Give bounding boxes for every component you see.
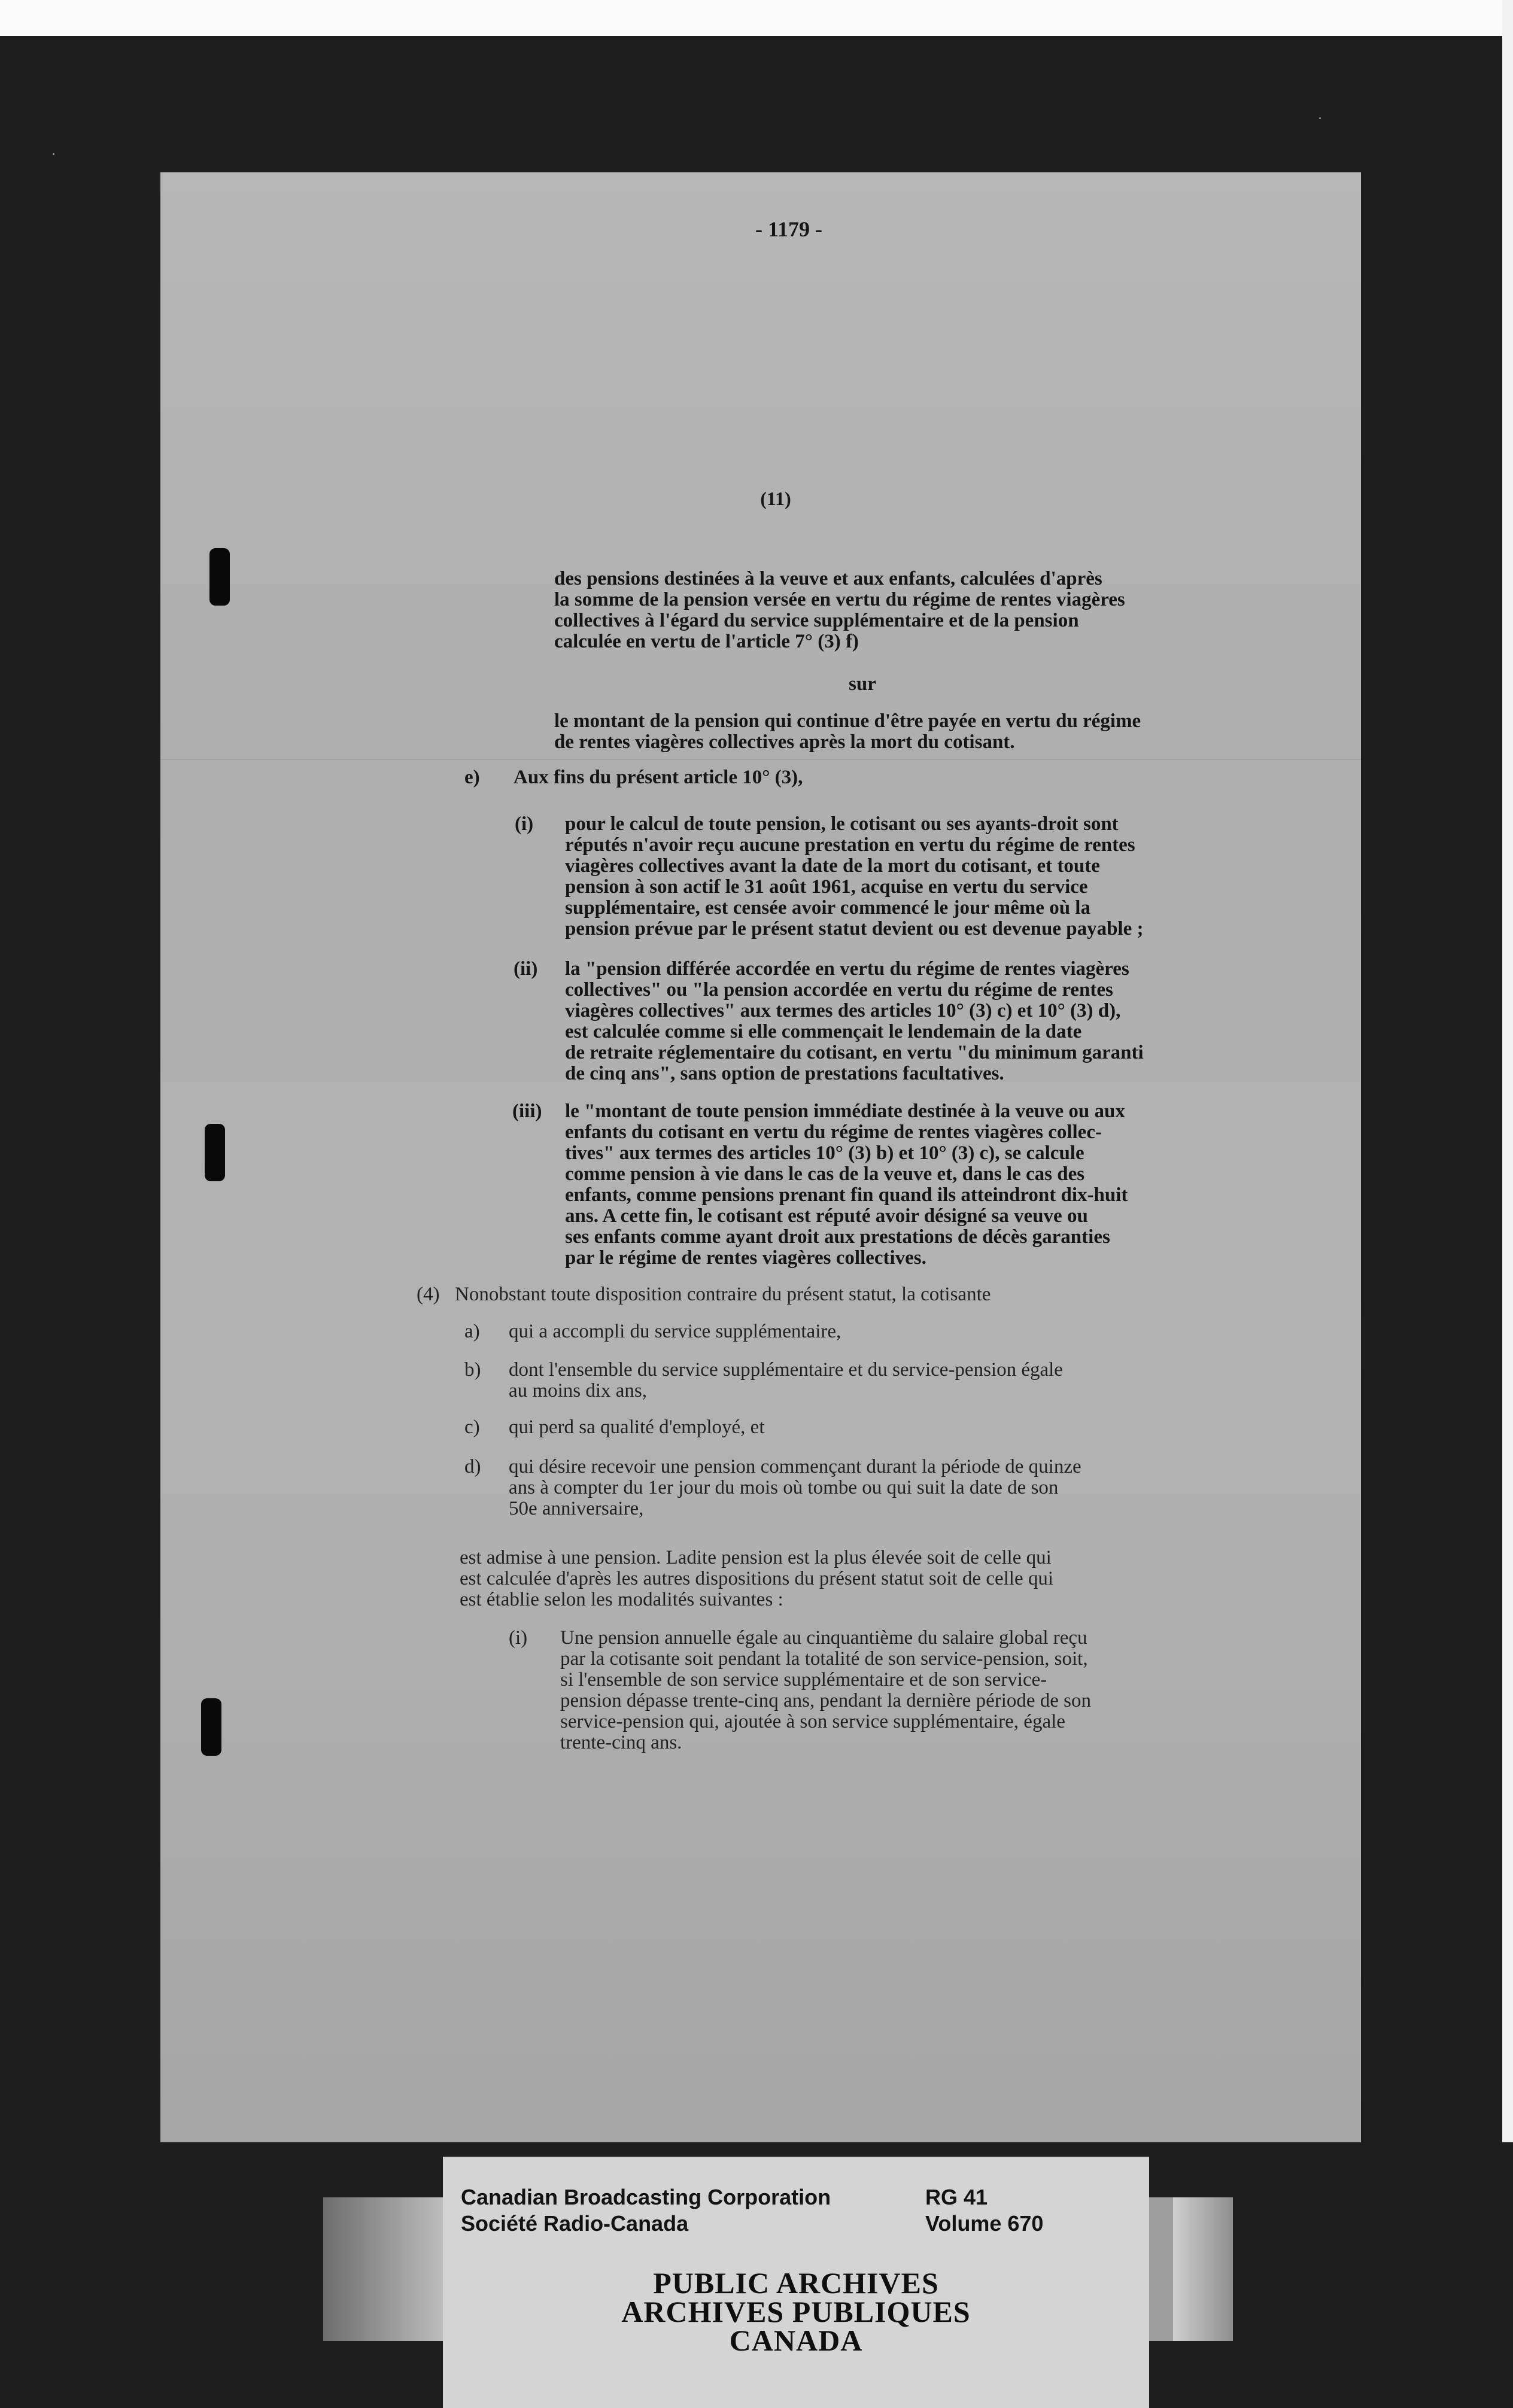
text-line: collectives à l'égard du service supplémentaire et de la pension: [554, 610, 1079, 631]
text-line: trente-cinq ans.: [560, 1732, 682, 1753]
archives-stamp-country: CANADA: [729, 2324, 863, 2357]
item-label: (iii): [512, 1100, 542, 1122]
page-number: - 1179 -: [755, 217, 822, 241]
text-line: est calculée d'après les autres dispositions du présent statut soit de celle qui: [460, 1568, 1054, 1589]
archive-label-card: [443, 2157, 1149, 2408]
text-line: collectives" ou "la pension accordée en vertu du régime de rentes: [565, 979, 1113, 1001]
paragraph-text: Aux fins du présent article 10° (3),: [514, 767, 803, 788]
text-line: 50e anniversaire,: [509, 1498, 644, 1519]
text-line: par le régime de rentes viagères collectives.: [565, 1247, 926, 1269]
text-line: la "pension différée accordée en vertu du régime de rentes viagères: [565, 958, 1129, 980]
item-label: (i): [509, 1627, 528, 1649]
scan-border-right: [1502, 0, 1513, 2408]
text-line: pension prévue par le présent statut devient ou est devenue payable ;: [565, 918, 1144, 940]
sur-word: sur: [849, 673, 876, 695]
text-line: réputés n'avoir reçu aucune prestation en vertu du régime de rentes: [565, 834, 1135, 856]
item-label: a): [464, 1321, 480, 1342]
text-line: Une pension annuelle égale au cinquantième du salaire global reçu: [560, 1627, 1087, 1649]
text-line: ans à compter du 1er jour du mois où tombe ou qui suit la date de son: [509, 1477, 1059, 1498]
archives-stamp-en: PUBLIC ARCHIVES: [653, 2266, 939, 2300]
text-line: de retraite réglementaire du cotisant, en vertu "du minimum garanti: [565, 1042, 1144, 1063]
text-line: le montant de la pension qui continue d'être payée en vertu du régime: [554, 710, 1141, 732]
archive-strip-left: [323, 2197, 443, 2341]
paragraph-label: e): [464, 767, 480, 788]
section-marker: (11): [760, 488, 791, 509]
item-label: d): [464, 1456, 481, 1477]
text-line: de rentes viagères collectives après la mort du cotisant.: [554, 731, 1015, 753]
text-line: la somme de la pension versée en vertu du régime de rentes viagères: [554, 589, 1125, 610]
text-line: est établie selon les modalités suivantes :: [460, 1589, 783, 1610]
text-line: par la cotisante soit pendant la totalité de son service-pension, soit,: [560, 1648, 1088, 1670]
text-line: qui perd sa qualité d'employé, et: [509, 1416, 765, 1438]
paragraph-text: Nonobstant toute disposition contraire du présent statut, la cotisante: [455, 1284, 991, 1305]
text-line: de cinq ans", sans option de prestations facultatives.: [565, 1063, 1004, 1084]
text-line: enfants, comme pensions prenant fin quand ils atteindront dix-huit: [565, 1184, 1128, 1206]
text-line: pension dépasse trente-cinq ans, pendant la dernière période de son: [560, 1690, 1092, 1711]
paragraph-label: (4): [417, 1284, 440, 1305]
text-line: le "montant de toute pension immédiate destinée à la veuve ou aux: [565, 1100, 1125, 1122]
text-line: au moins dix ans,: [509, 1380, 647, 1401]
text-line: enfants du cotisant en vertu du régime de rentes viagères collec-: [565, 1121, 1102, 1143]
scan-speck: [1319, 117, 1321, 119]
text-line: viagères collectives avant la date de la mort du cotisant, et toute: [565, 855, 1100, 877]
text-line: viagères collectives" aux termes des articles 10° (3) c) et 10° (3) d),: [565, 1000, 1121, 1021]
text-line: est admise à une pension. Ladite pension est la plus élevée soit de celle qui: [460, 1547, 1052, 1568]
text-line: pour le calcul de toute pension, le cotisant ou ses ayants-droit sont: [565, 813, 1119, 835]
document-page: [160, 172, 1361, 2142]
record-group: RG 41: [925, 2185, 988, 2209]
page-fold-line: [160, 759, 1361, 760]
text-line: service-pension qui, ajoutée à son service supplémentaire, égale: [560, 1711, 1065, 1732]
punch-hole: [201, 1698, 221, 1756]
text-line: calculée en vertu de l'article 7° (3) f): [554, 631, 859, 652]
text-line: pension à son actif le 31 août 1961, acquise en vertu du service: [565, 876, 1088, 898]
text-line: qui désire recevoir une pension commençant durant la période de quinze: [509, 1456, 1081, 1477]
text-line: comme pension à vie dans le cas de la veuve et, dans le cas des: [565, 1163, 1085, 1185]
item-label: c): [464, 1416, 480, 1438]
volume-number: Volume 670: [925, 2211, 1044, 2236]
org-name-en: Canadian Broadcasting Corporation: [461, 2185, 831, 2209]
punch-hole: [209, 548, 230, 606]
punch-hole: [205, 1124, 225, 1181]
text-line: qui a accompli du service supplémentaire,: [509, 1321, 841, 1342]
item-label: b): [464, 1359, 481, 1381]
text-line: ses enfants comme ayant droit aux prestations de décès garanties: [565, 1226, 1110, 1248]
archive-strip-right: [1173, 2197, 1233, 2341]
scan-speck: [53, 153, 54, 155]
text-line: des pensions destinées à la veuve et aux enfants, calculées d'après: [554, 568, 1102, 589]
item-label: (ii): [514, 958, 538, 980]
item-label: (i): [515, 813, 534, 835]
archives-stamp-fr: ARCHIVES PUBLIQUES: [621, 2295, 971, 2328]
org-name-fr: Société Radio-Canada: [461, 2211, 689, 2236]
text-line: tives" aux termes des articles 10° (3) b) et 10° (3) c), se calcule: [565, 1142, 1084, 1164]
text-line: ans. A cette fin, le cotisant est réputé avoir désigné sa veuve ou: [565, 1205, 1088, 1227]
scan-border-top: [0, 0, 1513, 36]
text-line: supplémentaire, est censée avoir commencé le jour même où la: [565, 897, 1090, 919]
text-line: est calculée comme si elle commençait le lendemain de la date: [565, 1021, 1082, 1042]
text-line: dont l'ensemble du service supplémentaire et du service-pension égale: [509, 1359, 1063, 1381]
text-line: si l'ensemble de son service supplémentaire et de son service-: [560, 1669, 1047, 1691]
